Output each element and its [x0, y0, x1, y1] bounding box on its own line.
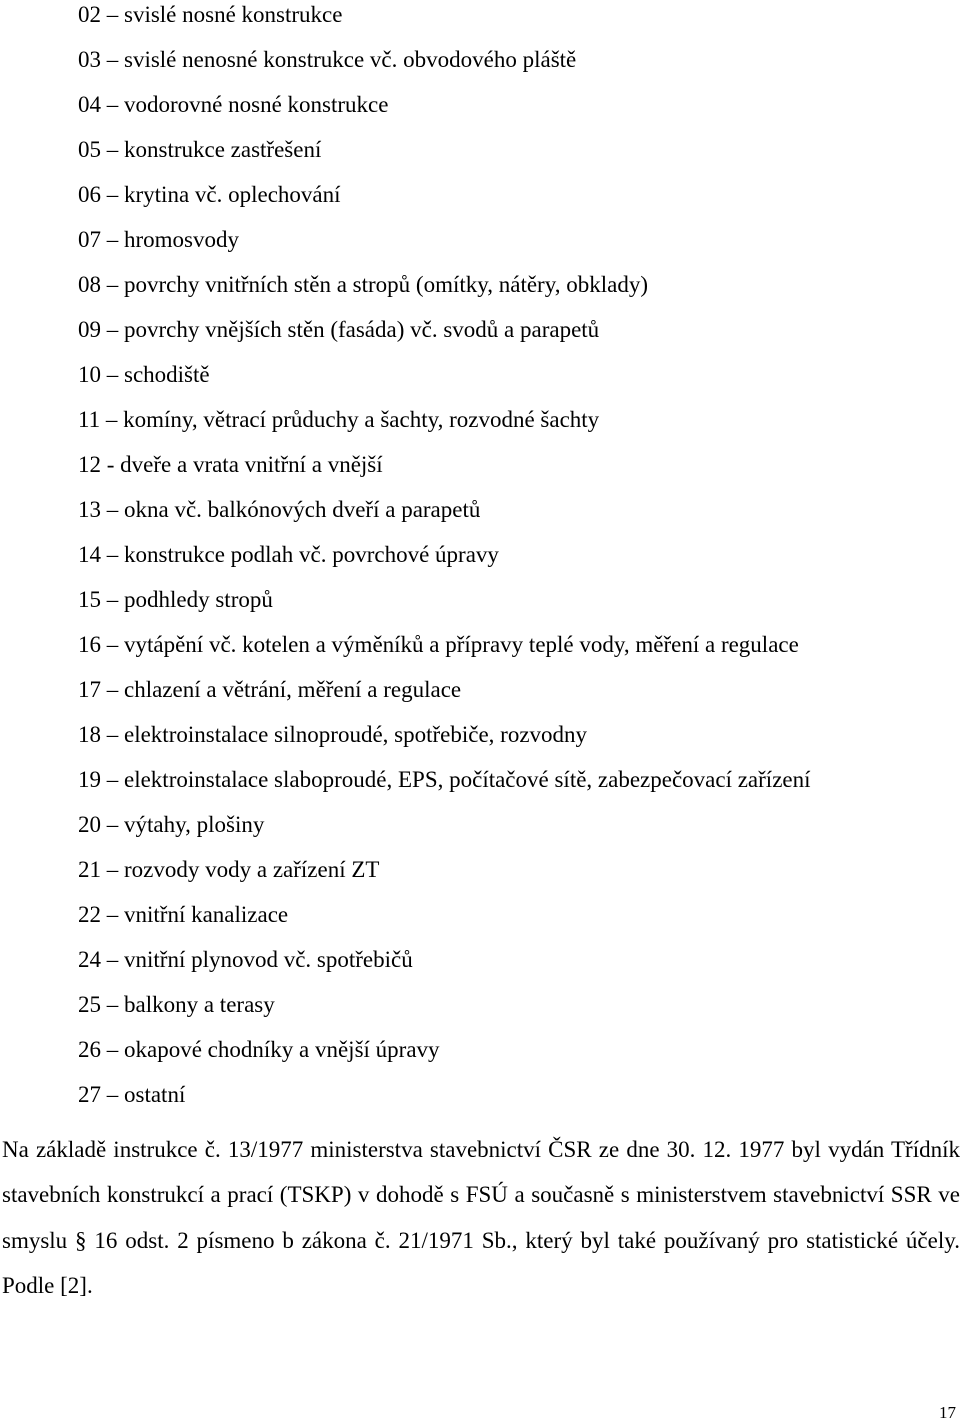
list-item: 14 – konstrukce podlah vč. povrchové úpravy	[78, 542, 499, 567]
list-item: 05 – konstrukce zastřešení	[78, 137, 322, 162]
list-item: 24 – vnitřní plynovod vč. spotřebičů	[78, 947, 413, 972]
list-item: 22 – vnitřní kanalizace	[78, 902, 289, 927]
list-item: 15 – podhledy stropů	[78, 587, 273, 612]
list-item: 19 – elektroinstalace slaboproudé, EPS, počítačové sítě, zabezpečovací zařízení	[78, 767, 811, 792]
list-item: 08 – povrchy vnitřních stěn a stropů (omítky, nátěry, obklady)	[78, 272, 648, 297]
list-item: 11 – komíny, větrací průduchy a šachty, rozvodné šachty	[78, 407, 600, 432]
list-item: 06 – krytina vč. oplechování	[78, 182, 341, 207]
list-item: 20 – výtahy, plošiny	[78, 812, 265, 837]
list-item: 18 – elektroinstalace silnoproudé, spotřebiče, rozvodny	[78, 722, 588, 747]
list-item: 21 – rozvody vody a zařízení ZT	[78, 857, 380, 882]
list-item: 02 – svislé nosné konstrukce	[78, 2, 343, 27]
list-item: 07 – hromosvody	[78, 227, 239, 252]
list-item: 27 – ostatní	[78, 1082, 186, 1107]
body-paragraph: Na základě instrukce č. 13/1977 ministerstva stavebnictví ČSR ze dne 30. 12. 1977 byl vydán Třídník stavebních konstrukcí a prací (TSKP) v dohodě s FSÚ a současně s ministerstvem stavebnictví SSR ve smyslu § 16 odst. 2 písmeno b zákona č. 21/1971 Sb., který byl také používaný pro statistické účely. Podle [2].	[2, 1137, 960, 1298]
list-item: 26 – okapové chodníky a vnější úpravy	[78, 1037, 440, 1062]
list-item: 25 – balkony a terasy	[78, 992, 275, 1017]
list-item: 16 – vytápění vč. kotelen a výměníků a přípravy teplé vody, měření a regulace	[78, 632, 799, 657]
list-item: 09 – povrchy vnějších stěn (fasáda) vč. svodů a parapetů	[78, 317, 600, 342]
list-item: 10 – schodiště	[78, 362, 210, 387]
list-item: 03 – svislé nenosné konstrukce vč. obvodového pláště	[78, 47, 577, 72]
list-item: 12 - dveře a vrata vnitřní a vnější	[78, 452, 383, 477]
construction-category-list	[78, 0, 811, 1117]
list-item: 17 – chlazení a větrání, měření a regulace	[78, 677, 462, 702]
list-item: 13 – okna vč. balkónových dveří a parapetů	[78, 497, 481, 522]
list-item: 04 – vodorovné nosné konstrukce	[78, 92, 389, 117]
page-number: 17	[939, 1403, 956, 1422]
